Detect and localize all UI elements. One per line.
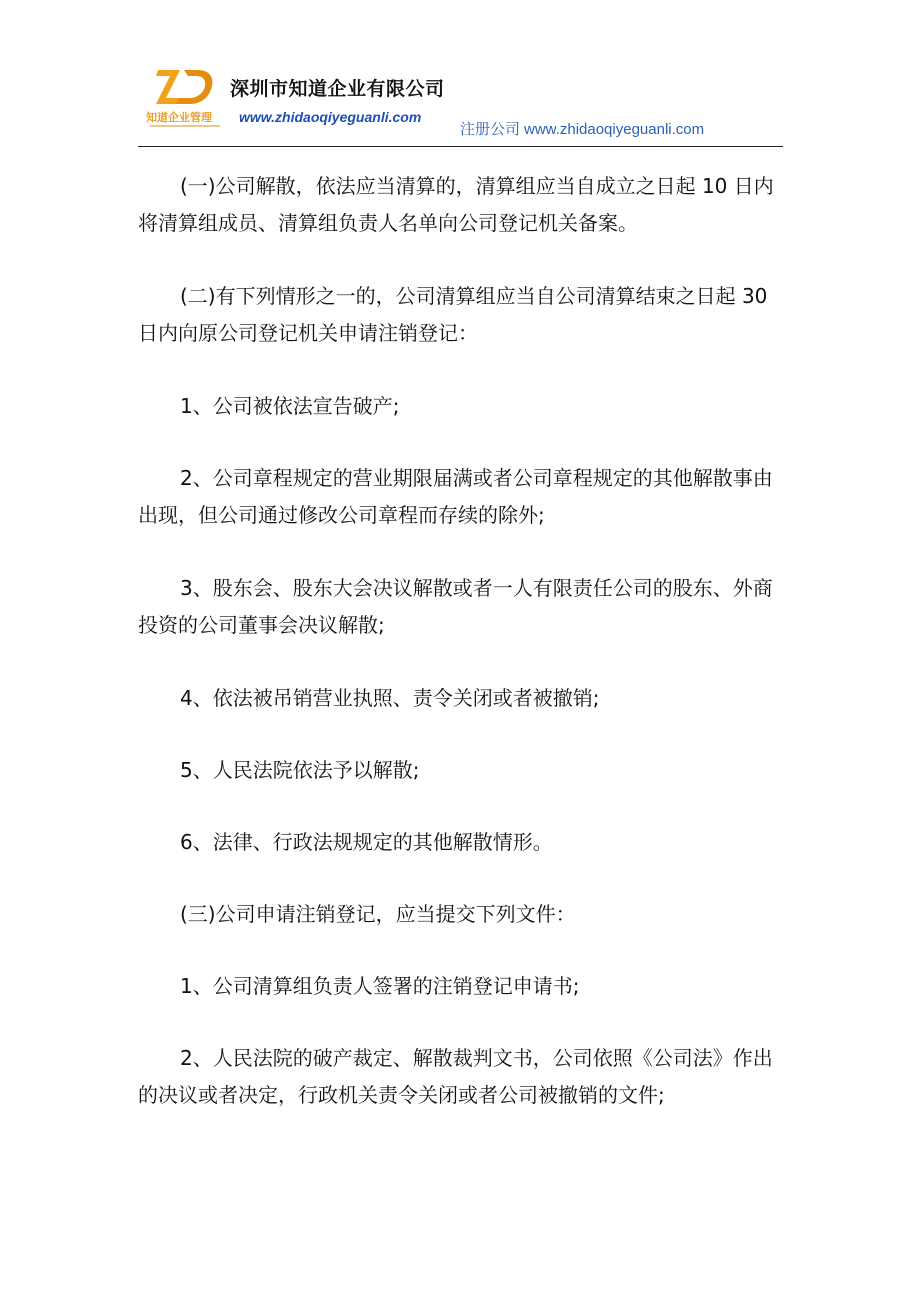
logo-underline [150, 125, 220, 127]
page-header [138, 62, 783, 147]
paragraph: (一)公司解散，依法应当清算的，清算组应当自成立之日起 10 日内将清算组成员、清算组负责人名单向公司登记机关备案。 [138, 174, 774, 235]
register-label: 注册公司 [460, 120, 521, 138]
header-register-link[interactable] [460, 118, 704, 139]
list-item: 6、法律、行政法规规定的其他解散情形。 [180, 830, 553, 854]
company-name: 深圳市知道企业有限公司 [230, 78, 445, 100]
list-item: 1、公司被依法宣告破产; [180, 394, 400, 418]
company-logo [144, 62, 224, 128]
list-item: 3、股东会、股东大会决议解散或者一人有限责任公司的股东、外商投资的公司董事会决议解散; [138, 576, 773, 637]
register-url[interactable]: www.zhidaoqiyeguanli.com [524, 121, 705, 138]
list-item: 5、人民法院依法予以解散; [180, 758, 420, 782]
list-item: 1、公司清算组负责人签署的注销登记申请书; [180, 974, 580, 998]
paragraph: (三)公司申请注销登记，应当提交下列文件： [180, 902, 576, 926]
list-item: 4、依法被吊销营业执照、责令关闭或者被撤销; [180, 686, 600, 710]
company-url-link[interactable]: www.zhidaoqiyeguanli.com [239, 109, 422, 125]
document-body [138, 168, 783, 1150]
zd-logo-icon [154, 64, 216, 108]
list-item: 2、人民法院的破产裁定、解散裁判文书，公司依照《公司法》作出的决议或者决定，行政机关责令关闭或者公司被撤销的文件; [138, 1046, 773, 1107]
paragraph: (二)有下列情形之一的，公司清算组应当自公司清算结束之日起 30 日内向原公司登记机关申请注销登记： [138, 284, 768, 345]
list-item: 2、公司章程规定的营业期限届满或者公司章程规定的其他解散事由出现，但公司通过修改公司章程而存续的除外; [138, 466, 773, 527]
logo-caption: 知道企业管理 [146, 111, 212, 124]
